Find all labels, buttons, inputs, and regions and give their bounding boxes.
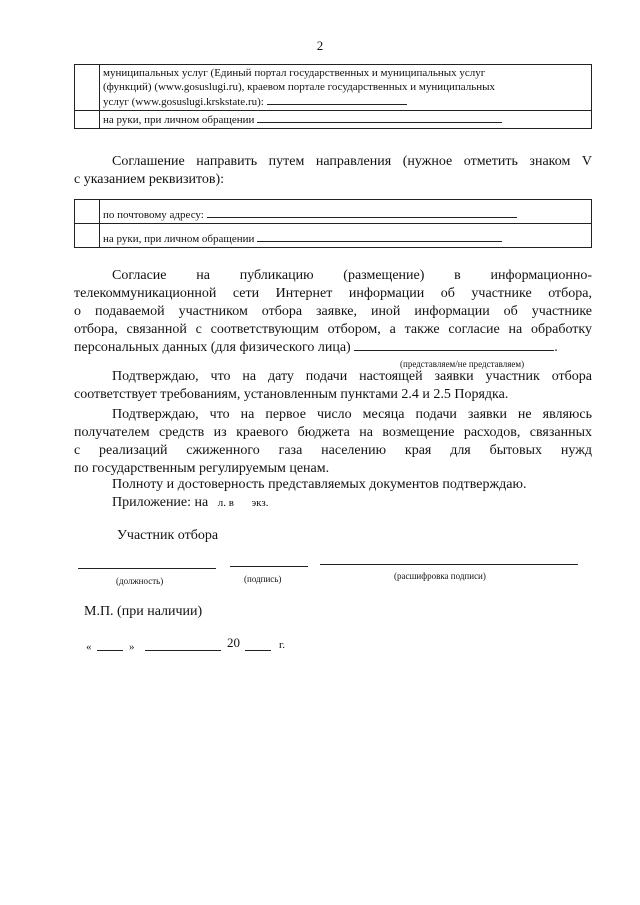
consent-line: отбора, связанной с соответствующим отбором, а также согласие на обработку [74, 322, 592, 337]
checkbox-cell[interactable] [75, 111, 100, 129]
attachment-copies: экз. [251, 497, 269, 509]
receipt-method-table [74, 64, 592, 129]
portal-text-line: муниципальных услуг (Единый портал государственных и муниципальных услуг [103, 67, 486, 79]
year-suffix: г. [279, 639, 286, 651]
stamp-label: М.П. (при наличии) [84, 604, 203, 619]
agreement-method-table [74, 199, 592, 248]
year-fill-line[interactable] [245, 649, 271, 651]
table-row [75, 224, 592, 248]
fill-line[interactable] [267, 94, 407, 105]
month-fill-line[interactable] [145, 649, 221, 651]
consent-hint: (представляем/не представляем) [400, 359, 525, 369]
fill-line[interactable] [257, 112, 502, 123]
confirm-month-line: с реализаций сжиженного газа населению края для бытовых нужд [74, 443, 592, 458]
postal-option: по почтовому адресу: [100, 200, 592, 224]
confirm-date-line2: соответствует требованиям, установленным пунктами 2.4 и 2.5 Порядка. [74, 387, 509, 402]
position-caption: (должность) [116, 576, 164, 586]
checkbox-cell[interactable] [75, 200, 100, 224]
fill-line[interactable] [257, 231, 502, 242]
table-row [75, 111, 592, 129]
attachment-sheets: л. в [217, 497, 234, 509]
consent-line: персональных данных (для физического лица) . [74, 340, 558, 355]
confirm-date-line1: Подтверждаю, что на дату подачи настоящей заявки участник отбора [112, 369, 592, 384]
attachment-label: Приложение: на [112, 495, 209, 510]
consent-line: Согласие на публикацию (размещение) в информационно- [112, 268, 592, 283]
confirm-month-line: получателем средств из краевого бюджета на возмещение расходов, связанных [74, 425, 592, 440]
checkbox-cell[interactable] [75, 65, 100, 111]
participant-label: Участник отбора [117, 528, 219, 543]
page-number: 2 [316, 38, 324, 53]
day-fill-line[interactable] [97, 649, 123, 651]
portal-text-line: услуг (www.gosuslugi.krskstate.ru): [103, 94, 588, 109]
fill-line[interactable] [207, 207, 517, 218]
consent-fill-line[interactable] [354, 340, 554, 351]
close-quote: » [129, 641, 135, 653]
name-decoding-line[interactable] [320, 563, 578, 565]
year-prefix: 20 [227, 635, 240, 650]
agreement-intro-line2: с указанием реквизитов): [74, 172, 225, 187]
in-person-option: на руки, при личном обращении [100, 111, 592, 129]
consent-line: телекоммуникационной сети Интернет информации об участнике отбора, [74, 286, 592, 301]
signature-line[interactable] [230, 565, 308, 567]
name-decoding-caption: (расшифровка подписи) [394, 571, 486, 581]
table-row [75, 65, 592, 111]
portal-text-line: (функций) (www.gosuslugi.ru), краевом портале государственных и муниципальных [103, 81, 496, 93]
signature-caption: (подпись) [244, 574, 282, 584]
table-row [75, 200, 592, 224]
checkbox-cell[interactable] [75, 224, 100, 248]
position-line[interactable] [78, 567, 216, 569]
consent-line: о подаваемой участником отбора заявке, иной информации об участнике [74, 304, 592, 319]
attachment-line [112, 494, 268, 512]
confirm-month-line: по государственным регулируемым ценам. [74, 461, 330, 476]
confirm-month-line: Подтверждаю, что на первое число месяца подачи заявки не являюсь [112, 407, 592, 422]
open-quote: « [86, 641, 92, 653]
in-person-option: на руки, при личном обращении [100, 224, 592, 248]
completeness-statement: Полноту и достоверность представляемых документов подтверждаю. [112, 477, 527, 492]
portal-option [100, 65, 592, 111]
agreement-intro-line1: Соглашение направить путем направления (нужное отметить знаком V [112, 154, 592, 169]
